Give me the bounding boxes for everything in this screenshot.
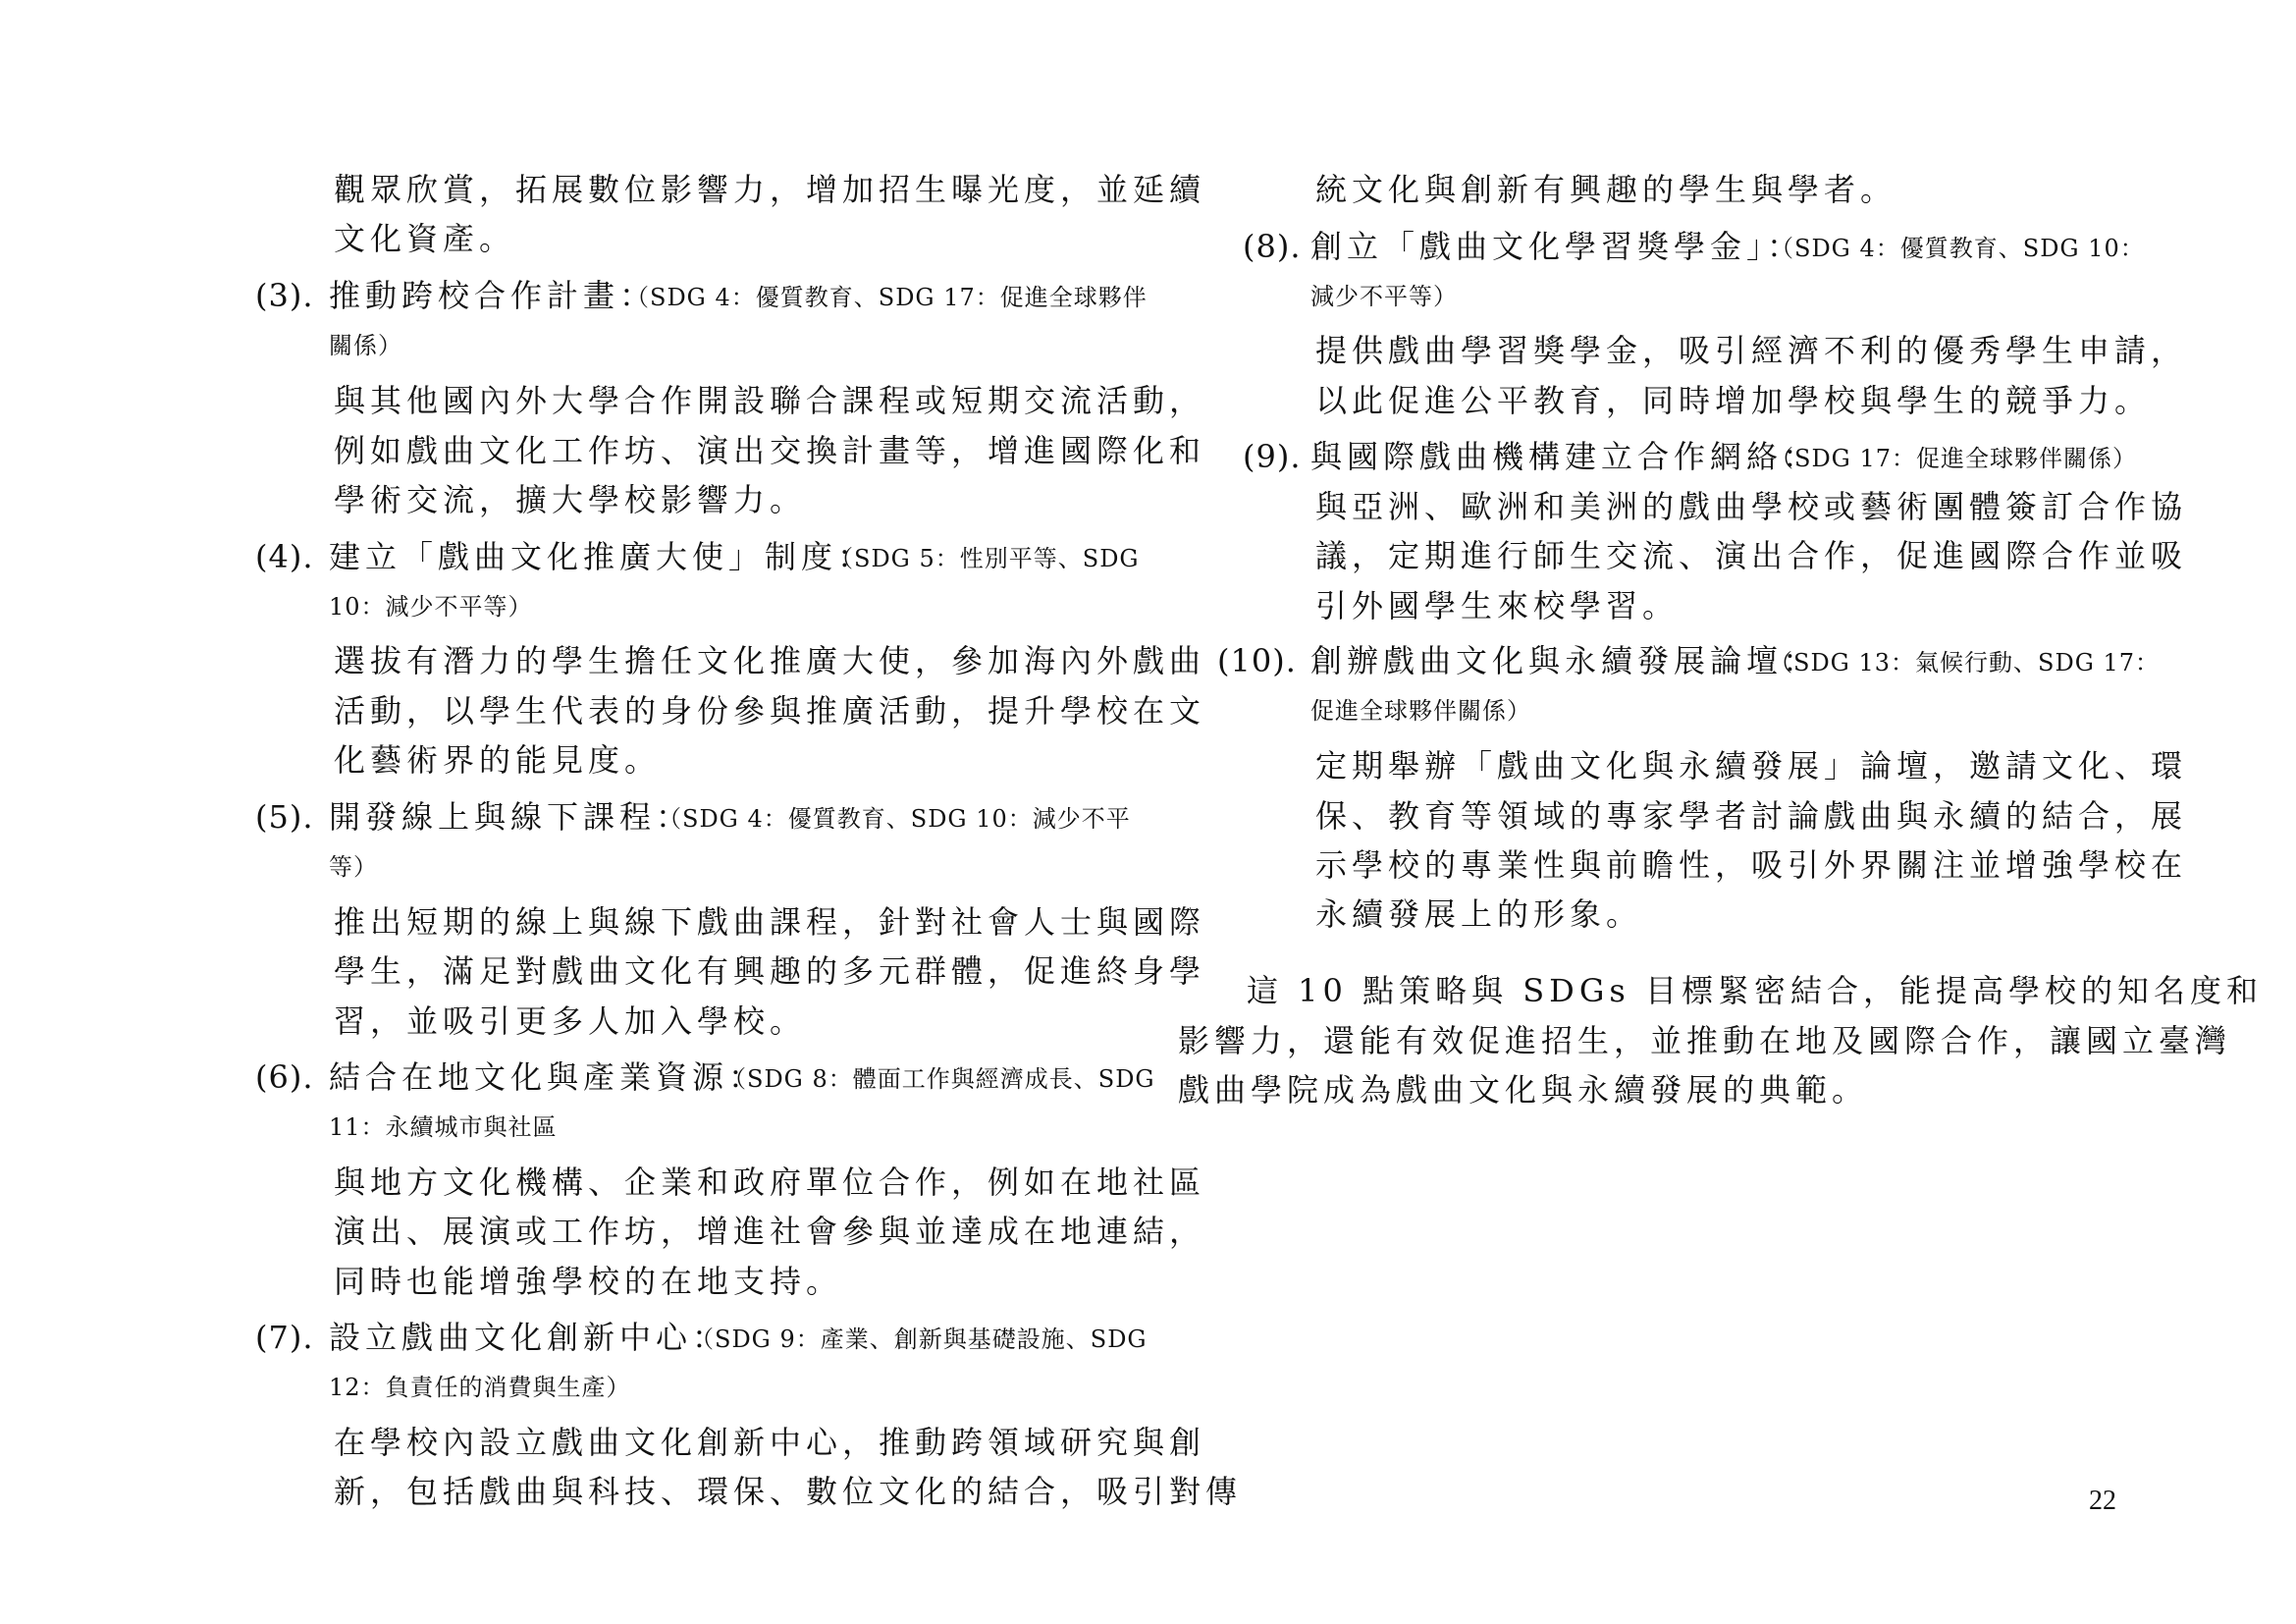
sdg-tags: 11：永續城市與社區: [329, 1113, 558, 1141]
page-number: 22: [2089, 1486, 2116, 1516]
item-title: 推動跨校合作計畫：: [329, 277, 657, 314]
paragraph-line: 化藝術界的能見度。: [334, 741, 662, 779]
sdg-tags: 等）: [329, 853, 378, 881]
item-title: 與國際戲曲機構建立合作網絡：: [1310, 438, 1820, 475]
paragraph-line: 學生，滿足對戲曲文化有興趣的多元群體，促進終身學: [334, 952, 1206, 990]
sdg-tags: （SDG 4：優質教育、SDG 10：減少不平: [658, 805, 1131, 833]
item-title: 開發線上與線下課程：: [329, 798, 693, 836]
list-marker: (6).: [255, 1058, 314, 1096]
sdg-tags: （SDG 5：性別平等、SDG: [829, 545, 1140, 572]
paragraph-line: 議，定期進行師生交流、演出合作，促進國際合作並吸: [1315, 537, 2188, 574]
item-title: 建立「戲曲文化推廣大使」制度：: [329, 538, 875, 575]
sdg-tags: 促進全球夥伴關係）: [1310, 697, 1531, 725]
list-marker: (7).: [255, 1319, 314, 1356]
sdg-tags: 12：負責任的消費與生產）: [329, 1374, 631, 1401]
sdg-tags: 10：減少不平等）: [329, 593, 533, 621]
item-title: 設立戲曲文化創新中心：: [329, 1319, 729, 1356]
sdg-tags: （SDG 8：體面工作與經濟成長、SDG: [722, 1065, 1155, 1093]
paragraph-line: 在學校內設立戲曲文化創新中心，推動跨領域研究與創: [334, 1424, 1206, 1461]
list-marker: (3).: [255, 277, 314, 314]
sdg-tags: 關係）: [329, 332, 402, 359]
paragraph-line: 永續發展上的形象。: [1315, 895, 1643, 933]
sdg-tags: （SDG 17：促進全球夥伴關係）: [1770, 445, 2138, 472]
list-marker: (9).: [1243, 438, 1302, 475]
list-marker: (5).: [255, 798, 314, 836]
paragraph-line: 觀眾欣賞，拓展數位影響力，增加招生曝光度，並延續: [334, 171, 1206, 208]
paragraph-line: 學術交流，擴大學校影響力。: [334, 481, 807, 518]
paragraph-line: 選拔有潛力的學生擔任文化推廣大使，參加海內外戲曲: [334, 642, 1206, 679]
paragraph-line: 這 10 點策略與 SDGs 目標緊密結合，能提高學校的知名度和: [1247, 972, 2263, 1009]
paragraph-line: 保、教育等領域的專家學者討論戲曲與永續的結合，展: [1315, 797, 2188, 835]
item-title: 結合在地文化與產業資源：: [329, 1058, 766, 1096]
sdg-tags: （SDG 13：氣候行動、SDG 17：: [1769, 649, 2161, 677]
paragraph-line: 與亞洲、歐洲和美洲的戲曲學校或藝術團體簽訂合作協: [1315, 488, 2188, 525]
paragraph-line: 定期舉辦「戲曲文化與永續發展」論壇，邀請文化、環: [1315, 747, 2188, 785]
paragraph-line: 推出短期的線上與線下戲曲課程，針對社會人士與國際: [334, 903, 1206, 941]
item-title: 創辦戲曲文化與永續發展論壇：: [1310, 642, 1820, 679]
paragraph-line: 演出、展演或工作坊，增進社會參與並達成在地連結，: [334, 1213, 1206, 1250]
sdg-tags: （SDG 4：優質教育、SDG 17：促進全球夥伴: [625, 284, 1148, 311]
paragraph-line: 以此促進公平教育，同時增加學校與學生的競爭力。: [1315, 382, 2152, 419]
paragraph-line: 與地方文化機構、企業和政府單位合作，例如在地社區: [334, 1164, 1206, 1201]
paragraph-line: 活動，以學生代表的身份參與推廣活動，提升學校在文: [334, 692, 1206, 730]
item-title: 創立「戲曲文化學習獎學金」：: [1310, 228, 1804, 265]
paragraph-line: 引外國學生來校學習。: [1315, 587, 1680, 624]
paragraph-line: 影響力，還能有效促進招生，並推動在地及國際合作，讓國立臺灣: [1178, 1022, 2232, 1059]
paragraph-line: 示學校的專業性與前瞻性，吸引外界關注並增強學校在: [1315, 846, 2188, 884]
sdg-tags: 減少不平等）: [1310, 283, 1458, 310]
paragraph-line: 文化資產。: [334, 220, 516, 257]
paragraph-line: 例如戲曲文化工作坊、演出交換計畫等，增進國際化和: [334, 432, 1206, 469]
paragraph-line: 戲曲學院成為戲曲文化與永續發展的典範。: [1178, 1071, 1869, 1109]
list-marker: (10).: [1217, 642, 1297, 679]
paragraph-line: 統文化與創新有興趣的學生與學者。: [1315, 171, 1897, 208]
list-marker: (8).: [1243, 228, 1302, 265]
list-marker: (4).: [255, 538, 314, 575]
paragraph-line: 與其他國內外大學合作開設聯合課程或短期交流活動，: [334, 382, 1206, 419]
sdg-tags: （SDG 4：優質教育、SDG 10：: [1770, 235, 2145, 262]
sdg-tags: （SDG 9：產業、創新與基礎設施、SDG: [690, 1326, 1148, 1353]
paragraph-line: 同時也能增強學校的在地支持。: [334, 1263, 843, 1300]
paragraph-line: 提供戲曲學習獎學金，吸引經濟不利的優秀學生申請，: [1315, 332, 2188, 369]
paragraph-line: 習，並吸引更多人加入學校。: [334, 1002, 807, 1040]
paragraph-line: 新，包括戲曲與科技、環保、數位文化的結合，吸引對傳: [334, 1473, 1243, 1510]
